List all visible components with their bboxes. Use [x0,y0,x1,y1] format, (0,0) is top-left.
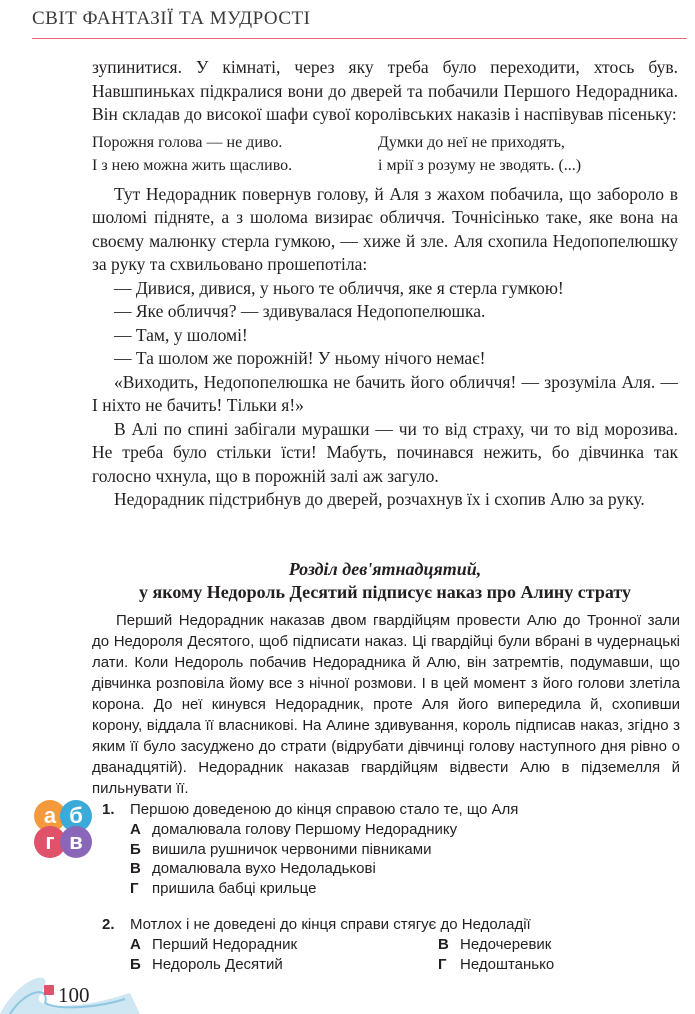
option-letter: Б [130,955,141,973]
poem-left-column [92,131,378,177]
badge-letter: а [43,803,57,828]
question-stem: Мотлох і не доведені до кінця справи стягує до Недоладії [130,916,531,933]
answer-option-b[interactable] [130,840,431,860]
poem-line: І з нею можна жить щасливо. [92,156,293,174]
question-number: 2. [102,916,115,933]
badge-letter: г [45,829,55,854]
poem-line: і мрії з розуму не зводять. (...) [378,156,582,174]
dialogue-line: — Дивися, дивися, у нього те обличчя, яке я стерла гумкою! [114,277,564,298]
question-1 [102,800,682,900]
option-text: пришила бабці крильце [152,879,317,897]
dialogue-line: — Там, у шоломі! [114,324,248,345]
story-paragraph-1: зупинитися. У кімнаті, через яку треба було переходити, хтось був. Навшпиньках підкралися вони до дверей та побачили Першого Недорадника. Він складав до високої шафи сувої королівських наказів і наспівував пісеньку: [92,57,678,124]
option-text: вишила рушничок червоними півниками [152,840,432,858]
option-letter: В [438,936,449,953]
option-text: Недороль Десятий [152,955,283,973]
answer-option-g[interactable] [438,955,554,975]
summary-text: Перший Недорадник наказав двом гвардійцям провести Алю до Тронної зали до Недороля Десятого, щоб підписати наказ. Ці гвардійці були вбрані в чудернацькі лати. Коли Недороль побачив Недорадника й Алю, він затремтів, подумавши, що дівчинка розповіла йому все з нічної розмови. І в цей момент з його голови злетіла корона. До неї кинувся Недорадник, проте Аля його випередила й, схопивши корону, віддала її власникові. На Алине здивування, король підписав наказ, згідно з яким її було засуджено до страти (відрубати дівчинці голову наступного дня рівно о дванадцятій). Недорадник наказав гвардійцям відвести Алю в підземелля й пильнувати її. [92,612,680,797]
answer-option-a[interactable] [130,820,457,840]
chapter-subtitle: у якому Недороль Десятий підписує наказ про Алину страту [138,582,632,602]
option-letter: В [130,860,141,877]
option-letter: Г [438,955,447,973]
story-paragraph-2: Тут Недорадник повернув голову, й Аля з жахом побачила, що забороло в шоломі підняте, а з шолома визирає обличчя. Точнісінько таке, яке вона на своєму малюнку стерла гумкою, — хиже й зле. Аля схопила Недопопелюшку за руку та схвильовано прошепотіла: [92,183,678,274]
answer-option-a[interactable] [130,935,297,955]
answer-option-b[interactable] [130,955,283,975]
option-letter: А [130,821,141,838]
dialogue-line: «Виходить, Недопопелюшка не бачить його обличчя! — зрозуміла Аля. — І ніхто не бачить! Тільки я!» [92,371,678,415]
option-text: Недочеревик [460,936,552,953]
story-paragraph-3: В Алі по спині забігали мурашки — чи то від страху, чи то від морозива. Не треба було стільки їсти! Мабуть, починався нежить, бо дівчинка так голосно чхнула, що в порожній залі аж загуло. [92,418,678,486]
question-number: 1. [102,801,115,818]
dialogue-line: — Та шолом же порожній! У ньому нічого немає! [114,348,486,368]
story-text [92,56,678,512]
poem-line: Думки до неї не приходять, [378,133,565,151]
poem-line: Порожня голова — не диво. [92,133,283,151]
option-text: Недоштанько [460,955,555,973]
answer-option-g[interactable] [130,879,316,899]
chapter-summary [92,610,680,799]
option-text: домалювала вухо Недоладькові [152,860,376,877]
poem-right-column [378,131,664,177]
answer-option-v[interactable] [438,935,551,955]
running-header: СВІТ ФАНТАЗІЇ ТА МУДРОСТІ [32,8,311,29]
abvg-quiz-icon [33,799,93,859]
option-text: Перший Недорадник [152,936,298,953]
header-divider [32,38,687,39]
option-text: домалювала голову Першому Недораднику [152,821,458,838]
dialogue-line: — Яке обличчя? — здивувалася Недопопелюшка. [114,301,486,321]
page-number: 100 [58,983,90,1007]
song-poem [92,131,678,177]
option-letter: Б [130,840,141,858]
question-2 [102,915,682,975]
option-letter: Г [130,879,139,897]
question-stem: Першою доведеною до кінця справою стало те, що Аля [130,801,519,818]
answer-option-v[interactable] [130,859,376,879]
chapter-title: Розділ дев'ятнадцятий, [288,559,482,579]
chapter-heading [92,558,678,604]
badge-letter: б [69,803,83,828]
option-letter: А [130,936,141,953]
story-paragraph-4: Недорадник підстрибнув до дверей, розчахнув їх і схопив Алю за руку. [114,489,645,509]
badge-letter: в [69,829,83,854]
